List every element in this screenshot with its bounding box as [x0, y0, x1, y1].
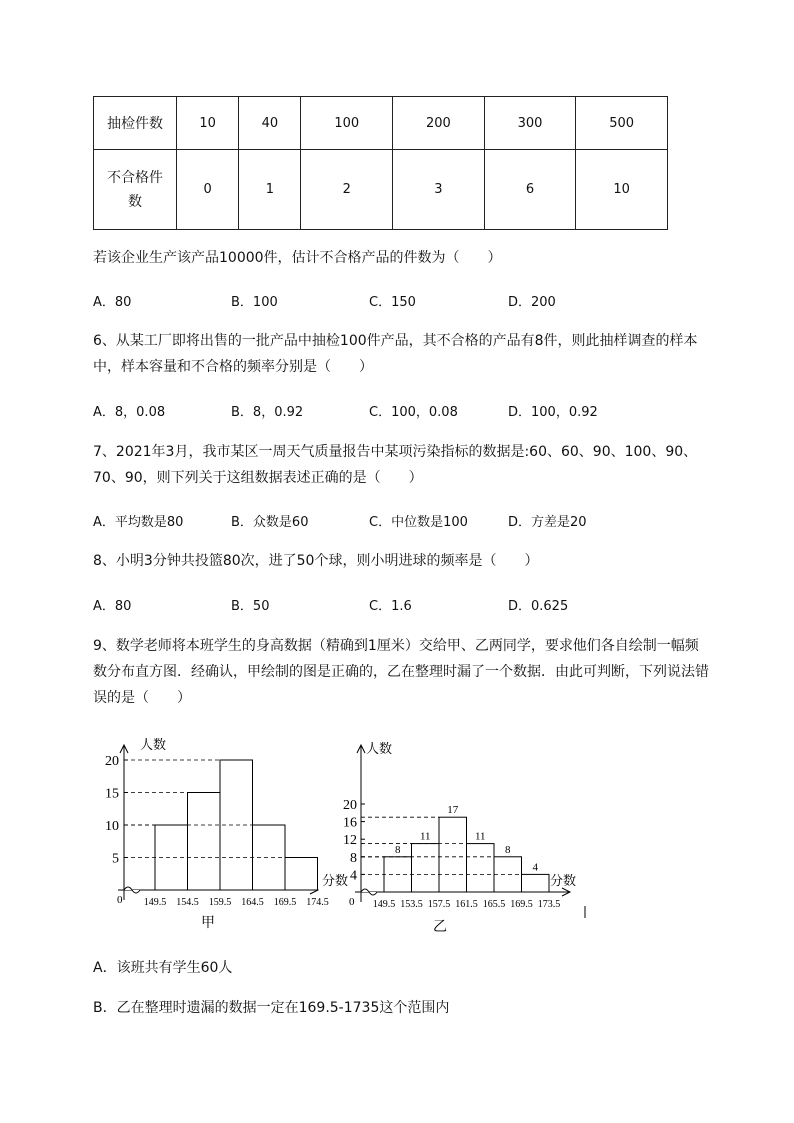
y-tick-label: 10: [105, 819, 119, 834]
histogram-bar: [412, 844, 440, 892]
option-c: C．150: [369, 295, 416, 310]
option-c: C．1.6: [369, 599, 412, 614]
question-line: 中，样本容量和不合格的频率分别是（ ）: [93, 359, 373, 375]
table-cell: 300: [484, 97, 576, 150]
option-a: A．8，0.08: [93, 405, 166, 420]
table-cell: 10: [177, 97, 239, 150]
option-d: D．方差是20: [508, 515, 587, 530]
x-tick-label: 149.5: [143, 897, 167, 908]
header-line: 数: [128, 193, 142, 210]
histogram-bar: [285, 858, 318, 891]
question-line: 70、90，则下列关于这组数据表述正确的是（ ）: [93, 470, 423, 486]
chart-title: 甲: [201, 916, 215, 931]
bar-value-label: 8: [395, 843, 401, 856]
histogram-figures: [0, 725, 794, 940]
option-b: B．100: [231, 295, 278, 310]
option-a: A．80: [93, 295, 132, 310]
option-d: D．100，0.92: [508, 405, 598, 420]
table-cell: 1: [239, 150, 301, 230]
q8-text: 8、小明3分钟共投篮80次，进了50个球，则小明进球的频率是（ ）: [93, 553, 539, 569]
x-tick-label: 165.5: [482, 899, 506, 910]
x-tick-label: 159.5: [208, 897, 232, 908]
y-tick-label: 12: [343, 833, 357, 849]
q9-option-a: A．该班共有学生60人: [93, 960, 233, 976]
y-tick-label: 8: [350, 850, 357, 866]
table-cell: 2: [301, 150, 393, 230]
table-cell: 0: [177, 150, 239, 230]
y-axis-label: 人数: [366, 741, 393, 756]
table-header-cell: [94, 150, 177, 230]
table-cell: 500: [576, 97, 668, 150]
q6-question: [93, 328, 733, 380]
y-tick-label: 20: [105, 754, 119, 769]
table-row: [94, 97, 668, 150]
option-b: B．众数是60: [231, 515, 309, 530]
table-cell: 40: [239, 97, 301, 150]
bar-value-label: 11: [419, 830, 431, 843]
histogram-bar: [467, 844, 495, 892]
question-line: 6、从某工厂即将出售的一批产品中抽检100件产品，其不合格的产品有8件，则此抽样调查的样本: [93, 333, 698, 349]
table-row: [94, 150, 668, 230]
x-axis-label: 分数: [322, 873, 349, 888]
x-tick-label: 174.5: [306, 897, 329, 908]
bar-value-label: 8: [505, 843, 511, 856]
x-tick-label: 153.5: [400, 899, 423, 910]
question-line: 7、2021年3月，我市某区一周天气质量报告中某项污染指标的数据是:60、60、90、100、90、: [93, 444, 698, 460]
option-c: C．中位数是100: [369, 515, 468, 530]
option-d: D．200: [508, 295, 556, 310]
x-tick-label: 173.5: [537, 899, 561, 910]
bar-value-label: 4: [532, 861, 538, 874]
x-axis-label: 分数: [550, 873, 577, 888]
table-cell: 100: [301, 97, 393, 150]
q9-option-b: B．乙在整理时遗漏的数据一定在169.5-1735这个范围内: [93, 1000, 450, 1016]
axis-break: [361, 889, 377, 895]
q5-text: 若该企业生产该产品10000件，估计不合格产品的件数为（ ）: [93, 250, 502, 266]
histogram-bar: [439, 817, 467, 892]
y-tick-label: 16: [343, 815, 357, 831]
header-line: 不合格件: [107, 169, 163, 186]
x-tick-label: 164.5: [241, 897, 264, 908]
inspection-table: [93, 96, 668, 230]
option-b: B．8，0.92: [231, 405, 304, 420]
y-tick-label: 15: [105, 786, 119, 802]
q7-question: [93, 439, 733, 491]
axis-break: [124, 887, 140, 893]
histogram-bar: [522, 874, 550, 892]
chart-title: 乙: [433, 920, 447, 935]
table-header-cell: 抽检件数: [94, 97, 177, 150]
option-b: B．50: [231, 599, 270, 614]
x-tick-label: 169.5: [510, 899, 533, 910]
question-line: 数分布直方图．经确认，甲绘制的图是正确的，乙在整理时漏了一个数据．由此可判断，下列说法错: [93, 664, 709, 680]
q9-question: [93, 633, 733, 711]
x-tick-label: 154.5: [176, 897, 199, 908]
x-tick-label: 169.5: [273, 897, 297, 908]
table-cell: 10: [576, 150, 668, 230]
bar-value-label: 11: [474, 830, 486, 843]
y-axis-label: 人数: [140, 737, 167, 752]
x-tick-label: 157.5: [427, 899, 451, 910]
bar-value-label: 17: [447, 804, 459, 817]
y-tick-label: 4: [350, 868, 357, 884]
option-a: A．80: [93, 599, 132, 614]
question-line: 9、数学老师将本班学生的身高数据（精确到1厘米）交给甲、乙两同学，要求他们各自绘制一幅频: [93, 638, 699, 654]
x-tick-label: 149.5: [372, 899, 396, 910]
table-cell: 6: [484, 150, 576, 230]
histogram-bar: [188, 793, 221, 891]
x-tick-label: 161.5: [455, 899, 478, 910]
question-line: 误的是（ ）: [93, 690, 191, 706]
origin-label: 0: [349, 896, 355, 908]
table-cell: 3: [393, 150, 485, 230]
origin-label: 0: [117, 894, 123, 906]
table-cell: 200: [393, 97, 485, 150]
option-d: D．0.625: [508, 599, 569, 614]
option-c: C．100，0.08: [369, 405, 458, 420]
y-tick-label: 20: [343, 798, 357, 813]
y-tick-label: 5: [112, 851, 119, 867]
option-a: A．平均数是80: [93, 515, 184, 530]
